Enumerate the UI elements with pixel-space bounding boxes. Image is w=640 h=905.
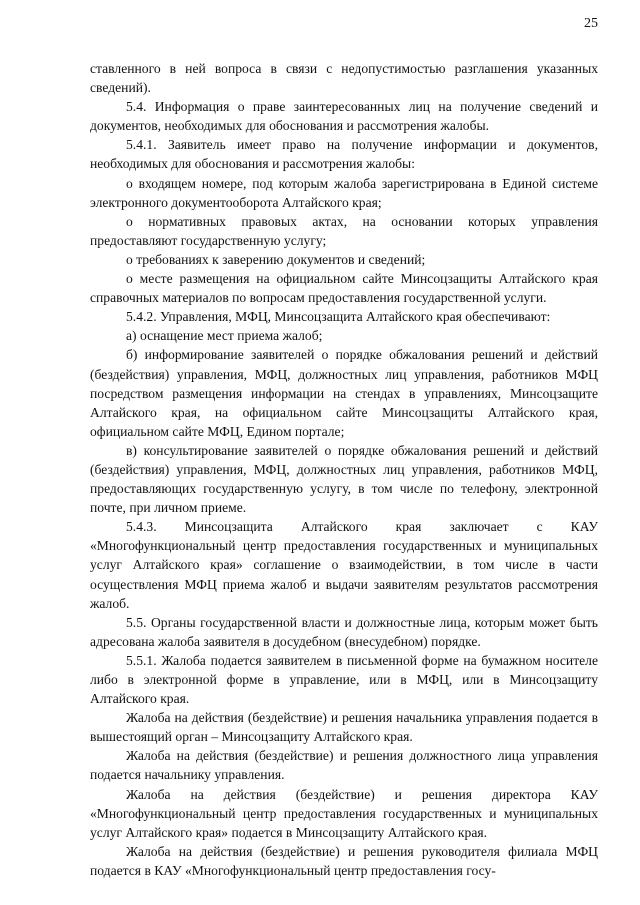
list-item: б) информирование заявителей о порядке обжалования решений и действий (бездействия) управления, МФЦ, должностных лиц управления, работников МФЦ посредством размещения информации на стендах в управлениях, Минсоцзащите Алтайского края, на официальном сайте Минсоцзащиты Алтайского края, официальном сайте МФЦ, Едином портале;: [90, 347, 598, 439]
list-item: о нормативных правовых актах, на основании которых управления предоставляют государственную услугу;: [90, 213, 598, 248]
paragraph-continued: ставленного в ней вопроса в связи с недопустимостью разглашения указанных сведений).: [90, 61, 598, 96]
list-item: о месте размещения на официальном сайте Минсоцзащиты Алтайского края справочных материалов по вопросам предоставления государственной услуги.: [90, 271, 598, 306]
paragraph-section-5-4-1: 5.4.1. Заявитель имеет право на получение информации и документов, необходимых для обоснования и рассмотрения жалобы:: [90, 137, 598, 172]
page-number: 25: [584, 16, 598, 31]
list-item: о требованиях к заверению документов и сведений;: [126, 251, 426, 267]
paragraph: Жалоба на действия (бездействие) и решения руководителя филиала МФЦ подается в КАУ «Многофункциональный центр предоставления госу-: [90, 843, 598, 878]
list-item: в) консультирование заявителей о порядке обжалования решений и действий (бездействия) управления, МФЦ, должностных лиц управления, работников МФЦ, предоставляющих государственную услугу, в том числе по телефону, электронной почте, при личном приеме.: [90, 442, 598, 516]
paragraph-section-5-5-1: 5.5.1. Жалоба подается заявителем в письменной форме на бумажном носителе либо в электронной форме в управление, или в МФЦ, или в Минсоцзащиту Алтайского края.: [90, 652, 598, 707]
paragraph-section-5-4-3: 5.4.3. Минсоцзащита Алтайского края заключает с КАУ «Многофункциональный центр предоставления государственных и муниципальных услуг Алтайского края» соглашение о взаимодействии, в том числе в части осуществления МФЦ приема жалоб и выдачи заявителям результатов рассмотрения жалоб.: [90, 519, 598, 611]
list-item: а) оснащение мест приема жалоб;: [126, 328, 323, 344]
paragraph: Жалоба на действия (бездействие) и решения начальника управления подается в вышестоящий орган – Минсоцзащиту Алтайского края.: [90, 710, 598, 745]
paragraph-section-5-4-2: 5.4.2. Управления, МФЦ, Минсоцзащита Алтайского края обеспечивают:: [126, 309, 551, 325]
paragraph: Жалоба на действия (бездействие) и решения должностного лица управления подается начальнику управления.: [90, 748, 598, 783]
paragraph-section-5-4: 5.4. Информация о праве заинтересованных лиц на получение сведений и документов, необходимых для обоснования и рассмотрения жалобы.: [90, 99, 598, 134]
paragraph: Жалоба на действия (бездействие) и решения директора КАУ «Многофункциональный центр предоставления государственных и муниципальных услуг Алтайского края» подается в Минсоцзащиту Алтайского края.: [90, 786, 598, 840]
document-body: [90, 59, 598, 880]
list-item: о входящем номере, под которым жалоба зарегистрирована в Единой системе электронного документооборота Алтайского края;: [90, 175, 598, 210]
paragraph-section-5-5: 5.5. Органы государственной власти и должностные лица, которым может быть адресована жалоба заявителя в досудебном (внесудебном) порядке.: [90, 614, 598, 649]
